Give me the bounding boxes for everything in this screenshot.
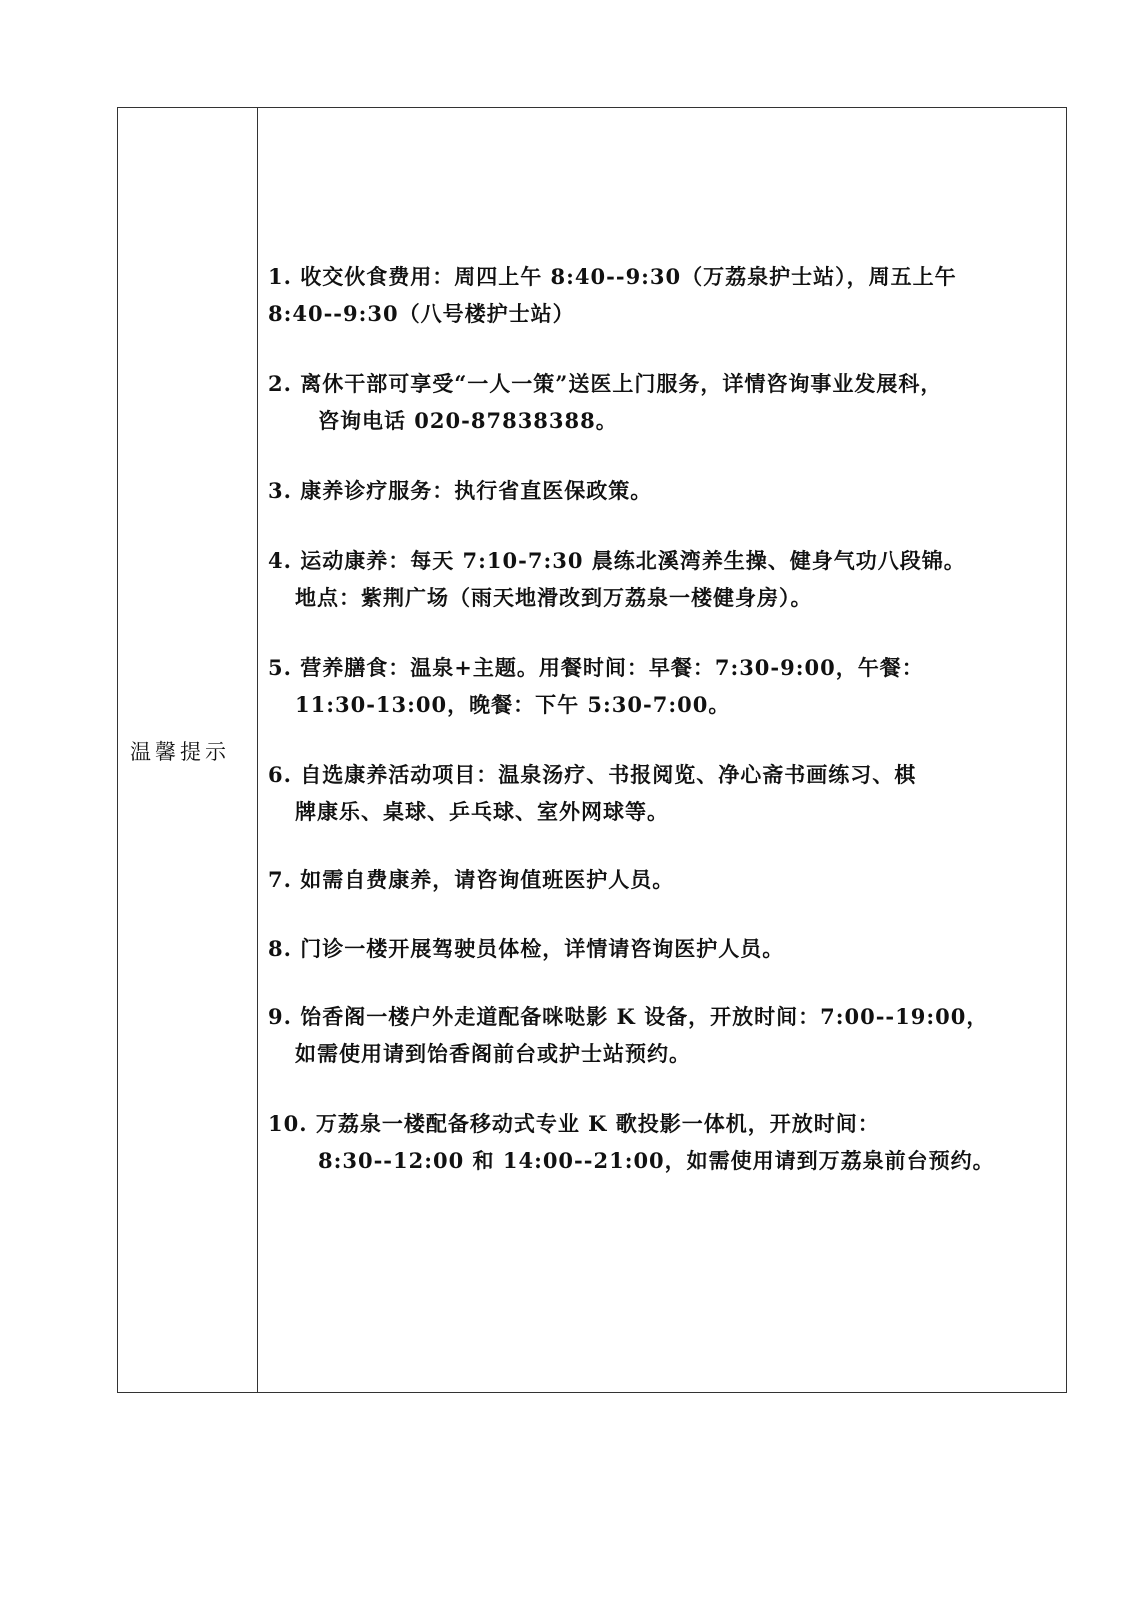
tip-10-line-1: 10. 万荔泉一楼配备移动式专业 K 歌投影一体机，开放时间： [268, 1111, 880, 1136]
content-cell [258, 108, 1066, 1392]
tip-2-line-1: 2. 离休干部可享受“一人一策”送医上门服务，详情咨询事业发展科， [268, 371, 943, 396]
tip-3-line-1: 3. 康养诊疗服务：执行省直医保政策。 [268, 478, 653, 503]
tip-item-2 [268, 365, 1056, 439]
tip-1-line-2: 8:40--9:30（八号楼护士站） [268, 301, 575, 326]
tip-9-line-1: 9. 饴香阁一楼户外走道配备咪哒影 K 设备，开放时间：7:00--19:00， [268, 1004, 989, 1029]
tip-4-line-1: 4. 运动康养：每天 7:10-7:30 晨练北溪湾养生操、健身气功八段锦。 [268, 548, 966, 573]
tip-5-line-2: 11:30-13:00，晚餐：下午 5:30-7:00。 [295, 692, 731, 717]
tip-9-line-2: 如需使用请到饴香阁前台或护士站预约。 [295, 1041, 691, 1066]
tip-4-line-2: 地点：紫荆广场（雨天地滑改到万荔泉一楼健身房）。 [295, 585, 813, 610]
tip-10-line-2: 8:30--12:00 和 14:00--21:00，如需使用请到万荔泉前台预约。 [318, 1148, 995, 1173]
tip-7-line-1: 7. 如需自费康养，请咨询值班医护人员。 [268, 867, 675, 892]
tip-item-9 [268, 998, 1056, 1072]
tip-item-5 [268, 649, 1056, 723]
tip-6-line-1: 6. 自选康养活动项目：温泉汤疗、书报阅览、净心斋书画练习、棋 [268, 762, 917, 787]
tip-item-6 [268, 756, 1056, 830]
tip-item-8 [268, 930, 1056, 967]
tip-6-line-2: 牌康乐、桌球、乒乓球、室外网球等。 [295, 799, 669, 824]
label-warm-tips: 温馨提示 [130, 740, 230, 764]
tip-item-7 [268, 861, 1056, 898]
tip-1-line-1: 1. 收交伙食费用：周四上午 8:40--9:30（万荔泉护士站），周五上午 [268, 264, 957, 289]
tip-5-line-1: 5. 营养膳食：温泉+主题。用餐时间：早餐：7:30-9:00，午餐： [268, 655, 924, 680]
tip-8-line-1: 8. 门诊一楼开展驾驶员体检，详情请咨询医护人员。 [268, 936, 785, 961]
tip-item-4 [268, 542, 1056, 616]
tip-item-10 [268, 1105, 1056, 1179]
label-cell [118, 108, 258, 1392]
tip-item-1 [268, 258, 1056, 332]
tip-2-line-2: 咨询电话 020-87838388。 [318, 408, 618, 433]
notice-table [117, 107, 1067, 1393]
tip-item-3 [268, 472, 1056, 509]
